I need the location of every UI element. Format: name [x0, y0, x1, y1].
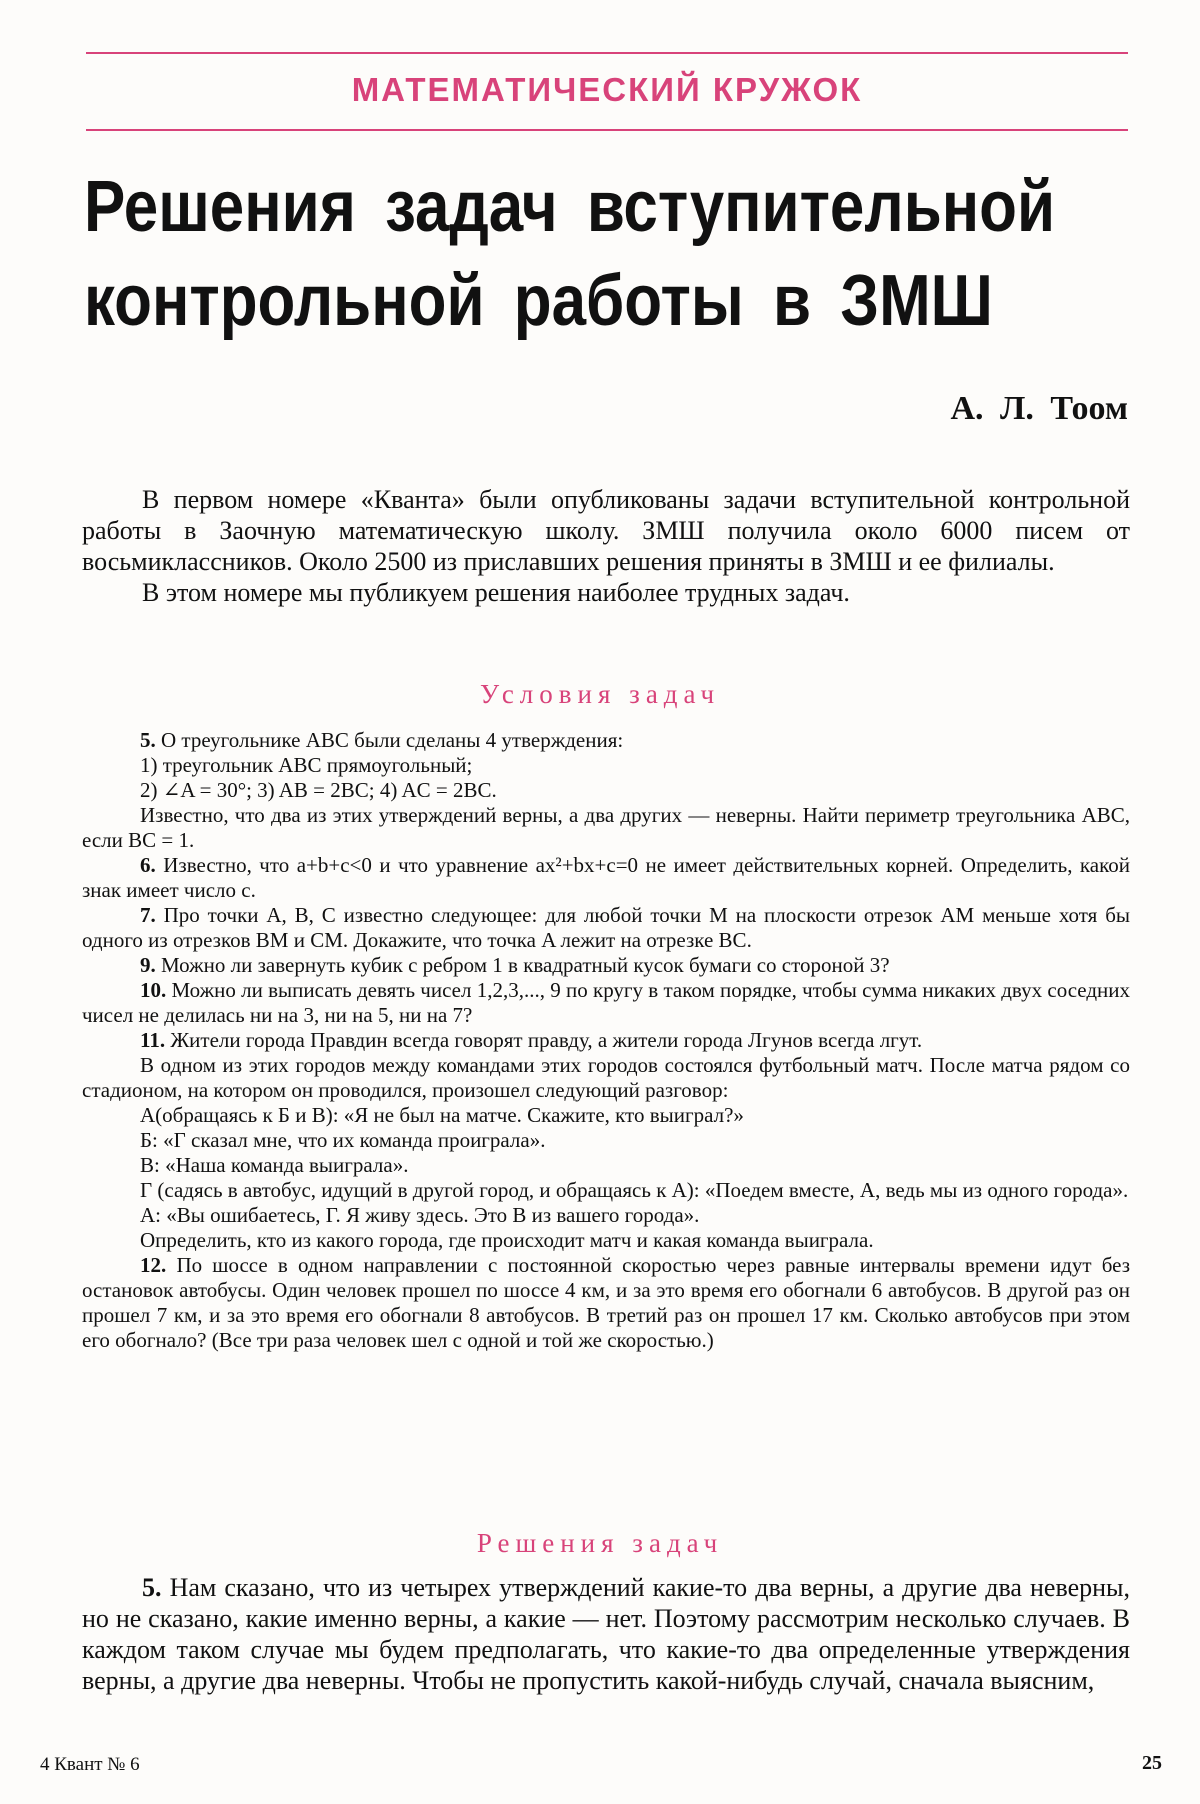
problem-paragraph [82, 1228, 1130, 1253]
problem-text: Известно, что a+b+c<0 и что уравнение ax²+bx+c=0 не имеет действительных корней. Определить, какой знак имеет число c. [82, 853, 1131, 902]
author: А. Л. Тоом [950, 390, 1128, 427]
problem-text: Б: «Г сказал мне, что их команда проиграла». [140, 1128, 546, 1152]
article-title [84, 160, 1056, 348]
problem-paragraph [82, 1203, 1130, 1228]
problem-text: В одном из этих городов между командами этих городов состоялся футбольный матч. После матча рядом со стадионом, на котором он проводился, произошел следующий разговор: [82, 1053, 1130, 1102]
problem-number: 5. [140, 728, 156, 752]
journal-footer: 4 Квант № 6 [40, 1754, 140, 1775]
problem-paragraph [82, 1053, 1130, 1103]
problem-paragraph [82, 903, 1130, 953]
problem-paragraph [82, 1128, 1130, 1153]
problem-text: Определить, кто из какого города, где происходит матч и какая команда выиграла. [140, 1228, 874, 1252]
problem-paragraph [82, 978, 1130, 1028]
solution-body: Нам сказано, что из четырех утверждений какие-то два верны, а другие два неверны, но не сказано, какие именно верны, а какие — нет. Поэтому рассмотрим несколько случаев. В каждом таком случае мы будем предполагать, что какие-то два определенные утверждения верны, а другие два неверны. Чтобы не пропустить какой-нибудь случай, сначала выясним, [82, 1573, 1131, 1695]
problem-paragraph [82, 1153, 1130, 1178]
header-rule-bottom [86, 129, 1128, 131]
problem-text: Можно ли выписать девять чисел 1,2,3,..., 9 по кругу в таком порядке, чтобы сумма никаких двух соседних чисел не делилась ни на 3, ни на 5, ни на 7? [82, 978, 1131, 1027]
problem-paragraph [82, 778, 1130, 803]
title-line-1: Решения задач вступительной [84, 167, 1056, 247]
solution-number: 5. [142, 1573, 162, 1602]
problem-text: 2) ∠A = 30°; 3) AB = 2BC; 4) AC = 2BC. [140, 778, 497, 802]
problem-number: 11. [140, 1028, 166, 1052]
problem-list [82, 728, 1130, 1353]
problem-paragraph [82, 1028, 1130, 1053]
solution-paragraph [82, 1572, 1130, 1696]
problem-paragraph [82, 728, 1130, 753]
solutions-heading: Решения задач [476, 1528, 724, 1558]
problem-paragraph [82, 953, 1130, 978]
problem-paragraph [82, 753, 1130, 778]
problem-text: Про точки A, B, C известно следующее: для любой точки M на плоскости отрезок AM меньше хотя бы одного из отрезков BM и CM. Докажите, что точка A лежит на отрезке BC. [82, 903, 1131, 952]
problem-paragraph [82, 1253, 1130, 1353]
problem-text: По шоссе в одном направлении с постоянной скоростью через равные интервалы времени идут без остановок автобусы. Один человек прошел по шоссе 4 км, и за это время его обогнали 6 автобусов. В другой раз он прошел 7 км, и за это время его обогнали 8 автобусов. В третий раз он прошел 17 км. Сколько автобусов при этом его обогнало? (Все три раза человек шел с одной и той же скоростью.) [82, 1253, 1131, 1352]
problem-number: 12. [140, 1253, 167, 1277]
problem-text: А: «Вы ошибаетесь, Г. Я живу здесь. Это В из вашего города». [140, 1203, 700, 1227]
problem-number: 10. [140, 978, 167, 1002]
problem-number: 6. [140, 853, 156, 877]
intro-paragraph: В этом номере мы публикуем решения наиболее трудных задач. [142, 578, 850, 607]
solutions-text [82, 1572, 1130, 1696]
problem-text: О треугольнике ABC были сделаны 4 утверждения: [161, 728, 624, 752]
problem-text: В: «Наша команда выиграла». [140, 1153, 409, 1177]
conditions-heading: Условия задач [479, 679, 721, 709]
problem-paragraph [82, 803, 1130, 853]
page-number: 25 [1142, 1752, 1162, 1774]
intro-text [82, 484, 1130, 608]
problem-paragraph [82, 853, 1130, 903]
problem-text: Известно, что два из этих утверждений верны, а два других — неверны. Найти периметр треугольника ABC, если BC = 1. [82, 803, 1130, 852]
problem-text: А(обращаясь к Б и В): «Я не был на матче. Скажите, кто выиграл?» [140, 1103, 744, 1127]
problem-text: 1) треугольник ABC прямоугольный; [140, 753, 473, 777]
section-title: МАТЕМАТИЧЕСКИЙ КРУЖОК [351, 71, 863, 108]
problem-text: Можно ли завернуть кубик с ребром 1 в квадратный кусок бумаги со стороной 3? [161, 953, 890, 977]
problem-number: 9. [140, 953, 156, 977]
problem-number: 7. [140, 903, 156, 927]
title-line-2: контрольной работы в ЗМШ [84, 261, 993, 341]
problem-text: Г (садясь в автобус, идущий в другой город, и обращаясь к А): «Поедем вместе, А, ведь мы из одного города». [140, 1178, 1129, 1202]
problem-text: Жители города Правдин всегда говорят правду, а жители города Лгунов всегда лгут. [170, 1028, 923, 1052]
problem-paragraph [82, 1103, 1130, 1128]
intro-paragraph: В первом номере «Кванта» были опубликованы задачи вступительной контрольной работы в Заочную математическую школу. ЗМШ получила около 6000 писем от восьмиклассников. Около 2500 из приславших решения приняты в ЗМШ и ее филиалы. [82, 485, 1130, 576]
problem-paragraph [82, 1178, 1130, 1203]
header-rule-top [86, 52, 1128, 54]
